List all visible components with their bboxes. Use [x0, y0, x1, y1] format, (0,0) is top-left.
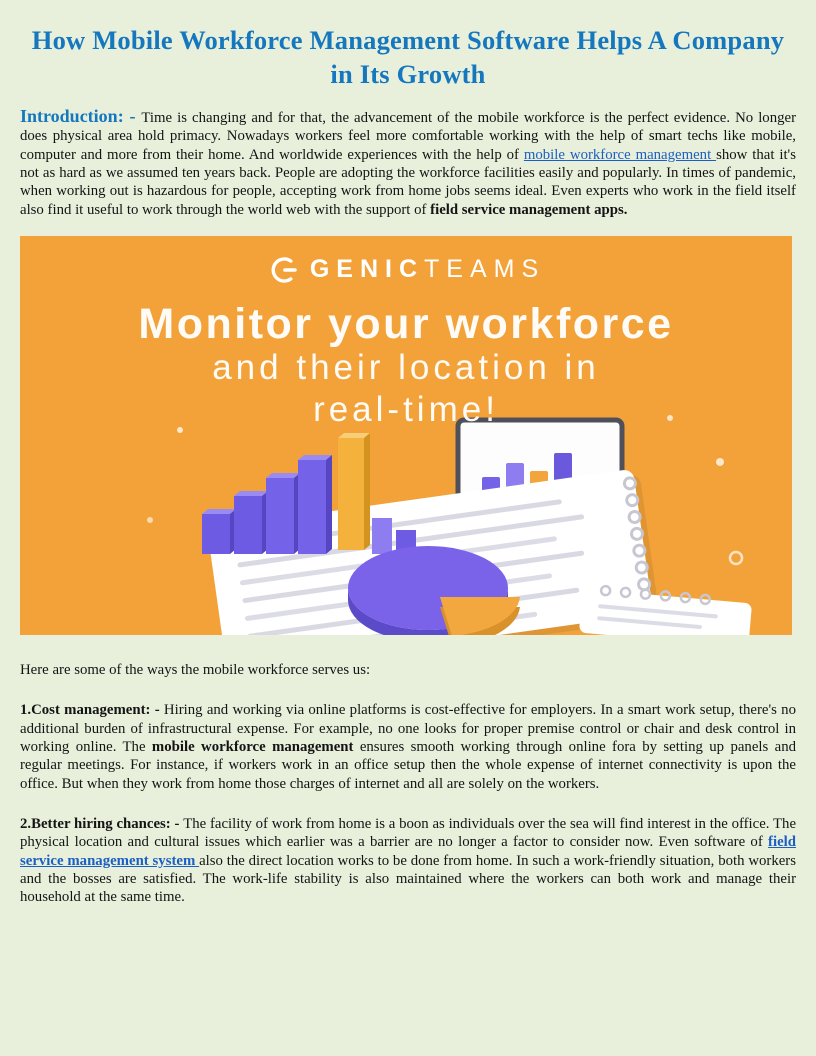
mobile-workforce-management-link[interactable]: mobile workforce management [523, 146, 717, 163]
genicteams-logo [20, 236, 792, 287]
genicteams-logo-text: GENICTEAMS [309, 255, 546, 284]
hero-illustration [20, 400, 792, 635]
text-run: Time is changing and for that, the advancement of the mobile workforce is the perfect evidence. No longer does physical area hold primacy. Nowadays workers feel more comfortable working with the help of smart techs like mobile, computer and more from their home. And worldwide experiences with the help of [20, 109, 796, 163]
text-run: The facility of work from home is a boon as individuals over the sea will find interest in the office. The physical location and cultural issues which earlier was a barrier are no longer a factor to consider now. Even software of [20, 815, 797, 851]
field-service-management-system-link[interactable]: field service management system [20, 834, 796, 869]
text-run: Hiring and working via online platforms is cost-effective for employers. In a smart work setup, there's no additional burden of infrastructural expense. For example, no one looks for proper premise control or chair and desk control in working online. The [20, 702, 796, 755]
hero-headline-line1: Monitor your workforce [138, 299, 674, 348]
cost-management-heading: 1.Cost management: - [20, 702, 164, 719]
small-pad-graphic [579, 584, 753, 635]
genicteams-logo-icon [267, 253, 301, 287]
text-run: ensures smooth working through online fora by setting up panels and regular meetings. For instance, if workers work in an office setup then the whole expense of internet connectivity is upon the office. But when they work from home those charges of internet and all are solely on the workers. [20, 738, 797, 792]
bar-chart-graphic [202, 433, 416, 554]
hero-headline [20, 301, 792, 430]
hero-image [20, 236, 792, 635]
hero-headline-line3: real-time! [313, 389, 499, 429]
text-run: show that it's not as hard as we assumed ten years back. People are adopting the workforce facilities easily and popularly. In times of pandemic, when working out is hazardous for people, accepting work from home jobs seems ideal. Even experts who work in the field itself also find it useful to work through the world web with the support of [20, 146, 796, 218]
page-title: How Mobile Workforce Management Software Helps A Company in Its Growth [31, 25, 785, 89]
hero-headline-line2: and their location in [212, 348, 600, 388]
introduction-label: Introduction: - [20, 105, 142, 126]
section-better-hiring [20, 815, 796, 907]
text-run: also the direct location works to be done from home. In such a work-friendly situation, both workers and the bosses are satisfied. The work-life stability is also maintained where the workers can both work and manage their household at the same time. [20, 852, 796, 906]
text-run: mobile workforce management [151, 738, 354, 755]
intro-paragraph [20, 105, 796, 219]
better-hiring-chances-heading: 2.Better hiring chances: - [20, 815, 184, 832]
section-cost-management [20, 701, 796, 793]
lead-in-text: Here are some of the ways the mobile workforce serves us: [20, 661, 371, 678]
text-run: field service management apps. [430, 201, 628, 218]
